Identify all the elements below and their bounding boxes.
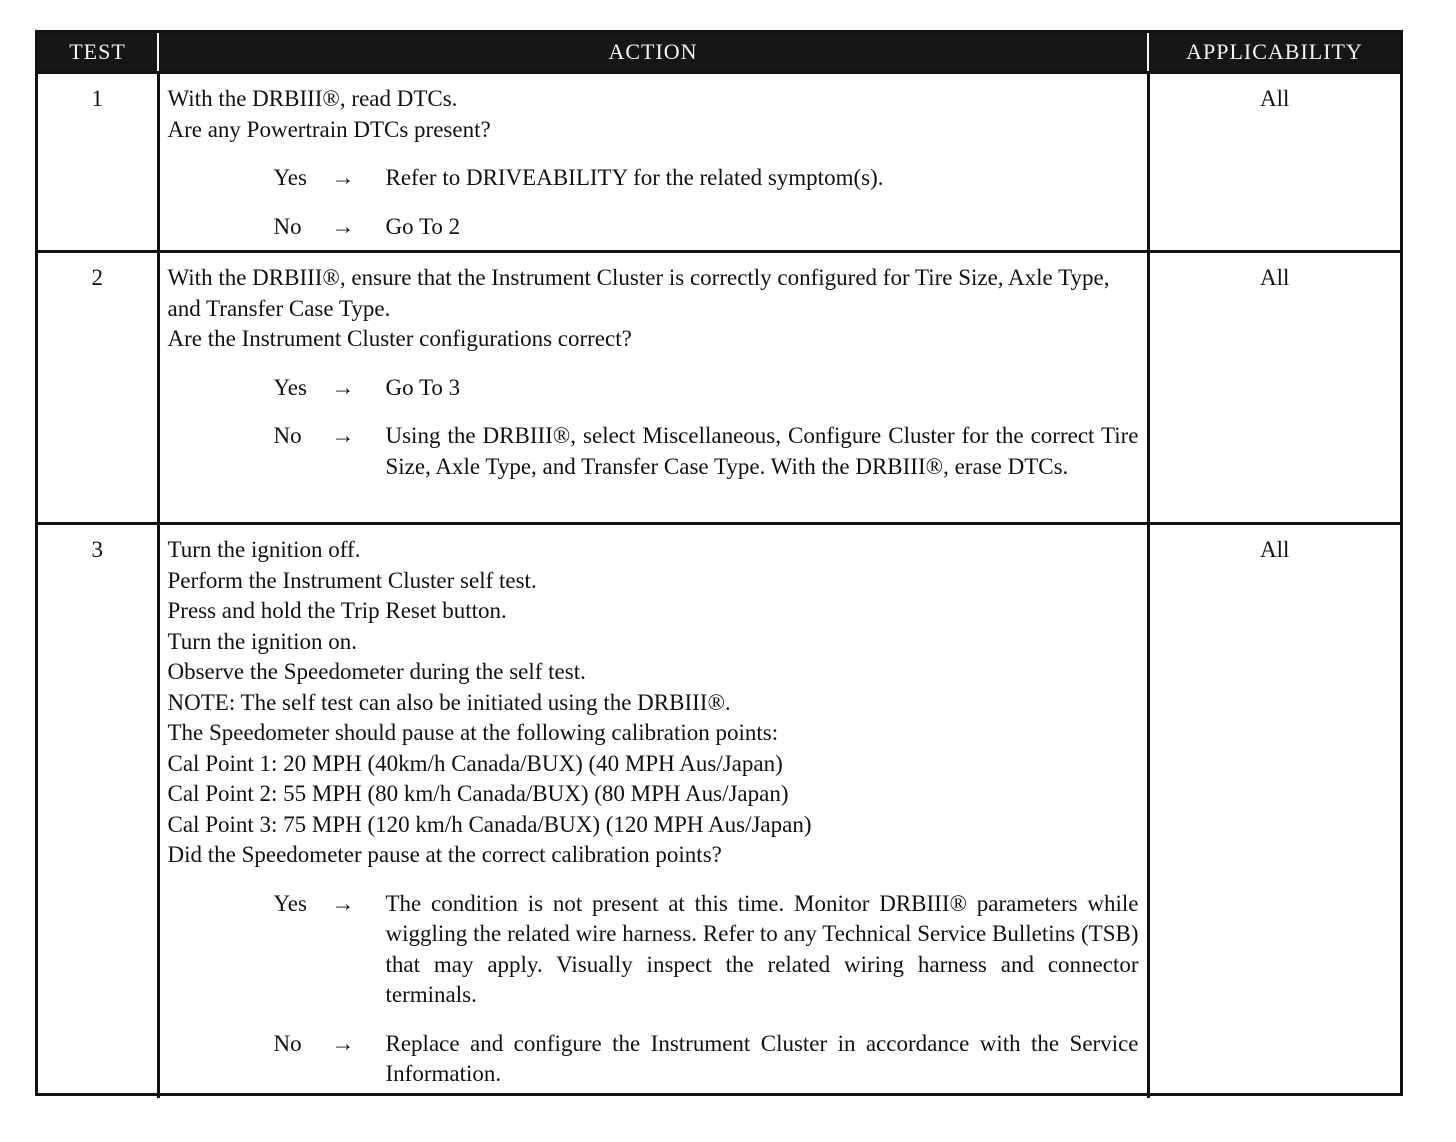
test-table-sheet xyxy=(35,30,1403,1096)
action-line: Did the Speedometer pause at the correct calibration points? xyxy=(167,842,722,867)
no-label: No xyxy=(273,213,302,239)
diagnostic-test-table xyxy=(38,33,1400,1098)
test-number: 2 xyxy=(38,252,158,524)
arrow-icon: → xyxy=(331,1030,355,1056)
no-label: No xyxy=(273,1030,302,1056)
test-number: 3 xyxy=(38,524,158,1098)
action-line: With the DRBIII®, ensure that the Instrument Cluster is correctly configured for Tire Size, Axle Type, and Transfer Case Type. xyxy=(167,265,1116,321)
header-applicability: APPLICABILITY xyxy=(1148,33,1400,73)
action-line: With the DRBIII®, read DTCs. xyxy=(167,86,458,111)
no-text: Replace and configure the Instrument Cluster in accordance with the Service Information. xyxy=(385,1030,1139,1086)
yes-text: Refer to DRIVEABILITY for the related symptom(s). xyxy=(385,165,884,190)
action-line: Cal Point 2: 55 MPH (80 km/h Canada/BUX) (80 MPH Aus/Japan) xyxy=(167,781,789,806)
action-line: Turn the ignition off. xyxy=(167,537,361,562)
action-line: Turn the ignition on. xyxy=(167,628,358,654)
yes-branch xyxy=(168,373,1139,404)
applicability-cell: All xyxy=(1148,524,1400,1098)
applicability-cell: All xyxy=(1148,252,1400,524)
header-action: ACTION xyxy=(158,33,1148,73)
action-cell xyxy=(158,73,1148,252)
arrow-icon: → xyxy=(331,213,355,239)
no-branch xyxy=(168,1029,1139,1090)
yes-text: Go To 3 xyxy=(385,374,461,400)
arrow-icon: → xyxy=(331,374,355,400)
action-cell xyxy=(158,524,1148,1098)
action-line: NOTE: The self test can also be initiated using the DRBIII®. xyxy=(167,689,731,715)
header-row xyxy=(38,33,1400,73)
arrow-icon: → xyxy=(331,890,355,916)
yes-label: Yes xyxy=(273,374,307,400)
no-branch xyxy=(168,212,1139,243)
action-line: Cal Point 3: 75 MPH (120 km/h Canada/BUX) (120 MPH Aus/Japan) xyxy=(167,811,812,837)
header-test: TEST xyxy=(38,33,158,73)
yes-label: Yes xyxy=(273,165,307,190)
no-text: Using the DRBIII®, select Miscellaneous, Configure Cluster for the correct Tire Size, Axle Type, and Transfer Case Type. With the DRBIII®, erase DTCs. xyxy=(385,423,1139,479)
yes-label: Yes xyxy=(273,890,307,916)
test-number: 1 xyxy=(38,73,158,252)
table-row xyxy=(38,252,1400,524)
table-row xyxy=(38,524,1400,1098)
no-text: Go To 2 xyxy=(385,213,461,239)
action-line: Cal Point 1: 20 MPH (40km/h Canada/BUX) (40 MPH Aus/Japan) xyxy=(167,750,783,776)
action-line: Press and hold the Trip Reset button. xyxy=(167,598,507,623)
no-label: No xyxy=(273,423,302,448)
table-row xyxy=(38,73,1400,252)
yes-text: The condition is not present at this time. Monitor DRBIII® parameters while wiggling the related wire harness. Refer to any Technical Service Bulletins (TSB) that may apply. Visually inspect the related wiring harness and connector terminals. xyxy=(385,890,1139,1007)
yes-branch xyxy=(168,163,1139,194)
action-cell xyxy=(158,252,1148,524)
no-branch xyxy=(168,421,1139,482)
arrow-icon: → xyxy=(331,165,355,190)
applicability-cell: All xyxy=(1148,73,1400,252)
arrow-icon: → xyxy=(331,423,355,448)
yes-branch xyxy=(168,889,1139,1011)
action-line: The Speedometer should pause at the following calibration points: xyxy=(167,720,779,745)
action-line: Observe the Speedometer during the self test. xyxy=(167,659,586,684)
action-line: Are any Powertrain DTCs present? xyxy=(167,116,491,142)
action-line: Perform the Instrument Cluster self test. xyxy=(167,567,537,593)
action-line: Are the Instrument Cluster configurations correct? xyxy=(167,326,632,351)
